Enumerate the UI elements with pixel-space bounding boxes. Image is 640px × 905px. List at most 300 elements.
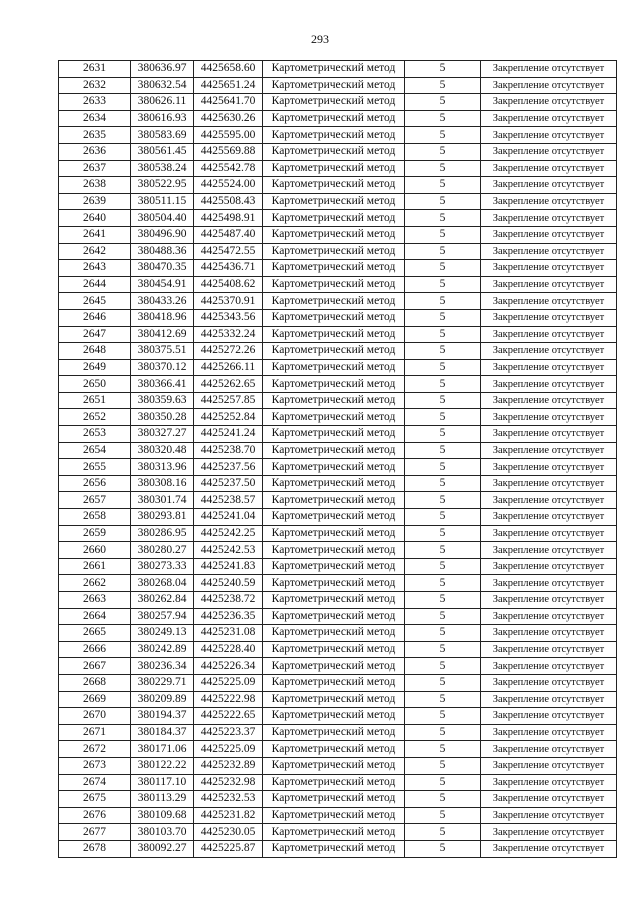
x-coordinate-cell: 380113.29: [131, 791, 194, 808]
accuracy-cell: 5: [405, 840, 481, 857]
fixation-cell: Закрепление отсутствует: [481, 309, 617, 326]
method-cell: Картометрический метод: [263, 691, 405, 708]
table-row: [59, 575, 617, 592]
point-number-cell: 2673: [59, 757, 131, 774]
fixation-cell: Закрепление отсутствует: [481, 110, 617, 127]
accuracy-cell: 5: [405, 525, 481, 542]
y-coordinate-cell: 4425569.88: [194, 143, 263, 160]
point-number-cell: 2653: [59, 426, 131, 443]
fixation-cell: Закрепление отсутствует: [481, 741, 617, 758]
accuracy-cell: 5: [405, 691, 481, 708]
y-coordinate-cell: 4425238.70: [194, 442, 263, 459]
point-number-cell: 2650: [59, 376, 131, 393]
table-row: [59, 492, 617, 509]
table-row: [59, 343, 617, 360]
method-cell: Картометрический метод: [263, 708, 405, 725]
fixation-cell: Закрепление отсутствует: [481, 409, 617, 426]
accuracy-cell: 5: [405, 658, 481, 675]
point-number-cell: 2668: [59, 674, 131, 691]
y-coordinate-cell: 4425240.59: [194, 575, 263, 592]
y-coordinate-cell: 4425231.08: [194, 625, 263, 642]
accuracy-cell: 5: [405, 110, 481, 127]
point-number-cell: 2649: [59, 359, 131, 376]
fixation-cell: Закрепление отсутствует: [481, 807, 617, 824]
method-cell: Картометрический метод: [263, 426, 405, 443]
accuracy-cell: 5: [405, 625, 481, 642]
x-coordinate-cell: 380626.11: [131, 94, 194, 111]
y-coordinate-cell: 4425595.00: [194, 127, 263, 144]
table-row: [59, 160, 617, 177]
method-cell: Картометрический метод: [263, 608, 405, 625]
table-row: [59, 558, 617, 575]
table-row: [59, 641, 617, 658]
fixation-cell: Закрепление отсутствует: [481, 326, 617, 343]
method-cell: Картометрический метод: [263, 575, 405, 592]
fixation-cell: Закрепление отсутствует: [481, 426, 617, 443]
y-coordinate-cell: 4425641.70: [194, 94, 263, 111]
table-row: [59, 177, 617, 194]
x-coordinate-cell: 380496.90: [131, 226, 194, 243]
x-coordinate-cell: 380286.95: [131, 525, 194, 542]
point-number-cell: 2648: [59, 343, 131, 360]
method-cell: Картометрический метод: [263, 110, 405, 127]
point-number-cell: 2663: [59, 592, 131, 609]
method-cell: Картометрический метод: [263, 492, 405, 509]
method-cell: Картометрический метод: [263, 459, 405, 476]
accuracy-cell: 5: [405, 309, 481, 326]
point-number-cell: 2669: [59, 691, 131, 708]
x-coordinate-cell: 380109.68: [131, 807, 194, 824]
y-coordinate-cell: 4425232.98: [194, 774, 263, 791]
table-row: [59, 791, 617, 808]
x-coordinate-cell: 380470.35: [131, 260, 194, 277]
y-coordinate-cell: 4425262.65: [194, 376, 263, 393]
accuracy-cell: 5: [405, 807, 481, 824]
point-number-cell: 2662: [59, 575, 131, 592]
table-row: [59, 509, 617, 526]
table-row: [59, 293, 617, 310]
method-cell: Картометрический метод: [263, 343, 405, 360]
point-number-cell: 2672: [59, 741, 131, 758]
x-coordinate-cell: 380171.06: [131, 741, 194, 758]
accuracy-cell: 5: [405, 243, 481, 260]
accuracy-cell: 5: [405, 558, 481, 575]
table-row: [59, 542, 617, 559]
table-row: [59, 309, 617, 326]
method-cell: Картометрический метод: [263, 326, 405, 343]
method-cell: Картометрический метод: [263, 226, 405, 243]
table-row: [59, 210, 617, 227]
point-number-cell: 2638: [59, 177, 131, 194]
method-cell: Картометрический метод: [263, 309, 405, 326]
y-coordinate-cell: 4425236.35: [194, 608, 263, 625]
method-cell: Картометрический метод: [263, 94, 405, 111]
point-number-cell: 2667: [59, 658, 131, 675]
y-coordinate-cell: 4425241.24: [194, 426, 263, 443]
table-row: [59, 260, 617, 277]
y-coordinate-cell: 4425232.53: [194, 791, 263, 808]
x-coordinate-cell: 380313.96: [131, 459, 194, 476]
accuracy-cell: 5: [405, 326, 481, 343]
x-coordinate-cell: 380350.28: [131, 409, 194, 426]
accuracy-cell: 5: [405, 542, 481, 559]
point-number-cell: 2646: [59, 309, 131, 326]
fixation-cell: Закрепление отсутствует: [481, 143, 617, 160]
method-cell: Картометрический метод: [263, 392, 405, 409]
table-row: [59, 807, 617, 824]
y-coordinate-cell: 4425242.53: [194, 542, 263, 559]
fixation-cell: Закрепление отсутствует: [481, 724, 617, 741]
fixation-cell: Закрепление отсутствует: [481, 608, 617, 625]
y-coordinate-cell: 4425228.40: [194, 641, 263, 658]
table-row: [59, 608, 617, 625]
point-number-cell: 2661: [59, 558, 131, 575]
table-row: [59, 824, 617, 841]
accuracy-cell: 5: [405, 392, 481, 409]
table-row: [59, 276, 617, 293]
y-coordinate-cell: 4425257.85: [194, 392, 263, 409]
fixation-cell: Закрепление отсутствует: [481, 840, 617, 857]
accuracy-cell: 5: [405, 757, 481, 774]
y-coordinate-cell: 4425436.71: [194, 260, 263, 277]
point-number-cell: 2656: [59, 475, 131, 492]
point-number-cell: 2631: [59, 61, 131, 78]
table-row: [59, 724, 617, 741]
point-number-cell: 2634: [59, 110, 131, 127]
fixation-cell: Закрепление отсутствует: [481, 343, 617, 360]
x-coordinate-cell: 380359.63: [131, 392, 194, 409]
accuracy-cell: 5: [405, 774, 481, 791]
accuracy-cell: 5: [405, 741, 481, 758]
accuracy-cell: 5: [405, 143, 481, 160]
y-coordinate-cell: 4425651.24: [194, 77, 263, 94]
accuracy-cell: 5: [405, 127, 481, 144]
method-cell: Картометрический метод: [263, 774, 405, 791]
fixation-cell: Закрепление отсутствует: [481, 492, 617, 509]
table-row: [59, 757, 617, 774]
fixation-cell: Закрепление отсутствует: [481, 542, 617, 559]
table-row: [59, 110, 617, 127]
table-row: [59, 459, 617, 476]
x-coordinate-cell: 380366.41: [131, 376, 194, 393]
y-coordinate-cell: 4425223.37: [194, 724, 263, 741]
fixation-cell: Закрепление отсутствует: [481, 226, 617, 243]
point-number-cell: 2655: [59, 459, 131, 476]
x-coordinate-cell: 380488.36: [131, 243, 194, 260]
fixation-cell: Закрепление отсутствует: [481, 641, 617, 658]
accuracy-cell: 5: [405, 592, 481, 609]
accuracy-cell: 5: [405, 193, 481, 210]
accuracy-cell: 5: [405, 343, 481, 360]
fixation-cell: Закрепление отсутствует: [481, 94, 617, 111]
x-coordinate-cell: 380268.04: [131, 575, 194, 592]
table-row: [59, 525, 617, 542]
y-coordinate-cell: 4425237.50: [194, 475, 263, 492]
accuracy-cell: 5: [405, 276, 481, 293]
x-coordinate-cell: 380616.93: [131, 110, 194, 127]
table-row: [59, 674, 617, 691]
point-number-cell: 2633: [59, 94, 131, 111]
point-number-cell: 2643: [59, 260, 131, 277]
table-row: [59, 94, 617, 111]
y-coordinate-cell: 4425370.91: [194, 293, 263, 310]
y-coordinate-cell: 4425222.98: [194, 691, 263, 708]
accuracy-cell: 5: [405, 160, 481, 177]
table-row: [59, 392, 617, 409]
table-row: [59, 774, 617, 791]
x-coordinate-cell: 380229.71: [131, 674, 194, 691]
fixation-cell: Закрепление отсутствует: [481, 658, 617, 675]
y-coordinate-cell: 4425658.60: [194, 61, 263, 78]
point-number-cell: 2640: [59, 210, 131, 227]
accuracy-cell: 5: [405, 791, 481, 808]
accuracy-cell: 5: [405, 475, 481, 492]
method-cell: Картометрический метод: [263, 757, 405, 774]
fixation-cell: Закрепление отсутствует: [481, 691, 617, 708]
x-coordinate-cell: 380522.95: [131, 177, 194, 194]
point-number-cell: 2654: [59, 442, 131, 459]
y-coordinate-cell: 4425242.25: [194, 525, 263, 542]
fixation-cell: Закрепление отсутствует: [481, 160, 617, 177]
point-number-cell: 2635: [59, 127, 131, 144]
method-cell: Картометрический метод: [263, 127, 405, 144]
x-coordinate-cell: 380122.22: [131, 757, 194, 774]
page-number: 293: [311, 32, 329, 46]
method-cell: Картометрический метод: [263, 840, 405, 857]
y-coordinate-cell: 4425343.56: [194, 309, 263, 326]
x-coordinate-cell: 380194.37: [131, 708, 194, 725]
x-coordinate-cell: 380504.40: [131, 210, 194, 227]
table-row: [59, 741, 617, 758]
x-coordinate-cell: 380103.70: [131, 824, 194, 841]
method-cell: Картометрический метод: [263, 293, 405, 310]
point-number-cell: 2644: [59, 276, 131, 293]
fixation-cell: Закрепление отсутствует: [481, 625, 617, 642]
fixation-cell: Закрепление отсутствует: [481, 824, 617, 841]
x-coordinate-cell: 380293.81: [131, 509, 194, 526]
method-cell: Картометрический метод: [263, 475, 405, 492]
fixation-cell: Закрепление отсутствует: [481, 791, 617, 808]
point-number-cell: 2642: [59, 243, 131, 260]
x-coordinate-cell: 380370.12: [131, 359, 194, 376]
method-cell: Картометрический метод: [263, 77, 405, 94]
table-row: [59, 442, 617, 459]
method-cell: Картометрический метод: [263, 509, 405, 526]
method-cell: Картометрический метод: [263, 276, 405, 293]
x-coordinate-cell: 380418.96: [131, 309, 194, 326]
point-number-cell: 2658: [59, 509, 131, 526]
y-coordinate-cell: 4425241.83: [194, 558, 263, 575]
fixation-cell: Закрепление отсутствует: [481, 392, 617, 409]
fixation-cell: Закрепление отсутствует: [481, 193, 617, 210]
x-coordinate-cell: 380262.84: [131, 592, 194, 609]
accuracy-cell: 5: [405, 226, 481, 243]
x-coordinate-cell: 380280.27: [131, 542, 194, 559]
y-coordinate-cell: 4425266.11: [194, 359, 263, 376]
x-coordinate-cell: 380273.33: [131, 558, 194, 575]
x-coordinate-cell: 380327.27: [131, 426, 194, 443]
x-coordinate-cell: 380301.74: [131, 492, 194, 509]
table-row: [59, 326, 617, 343]
y-coordinate-cell: 4425237.56: [194, 459, 263, 476]
x-coordinate-cell: 380092.27: [131, 840, 194, 857]
method-cell: Картометрический метод: [263, 260, 405, 277]
method-cell: Картометрический метод: [263, 243, 405, 260]
table-row: [59, 426, 617, 443]
fixation-cell: Закрепление отсутствует: [481, 525, 617, 542]
point-number-cell: 2665: [59, 625, 131, 642]
method-cell: Картометрический метод: [263, 724, 405, 741]
x-coordinate-cell: 380583.69: [131, 127, 194, 144]
accuracy-cell: 5: [405, 177, 481, 194]
x-coordinate-cell: 380433.26: [131, 293, 194, 310]
fixation-cell: Закрепление отсутствует: [481, 442, 617, 459]
x-coordinate-cell: 380117.10: [131, 774, 194, 791]
method-cell: Картометрический метод: [263, 542, 405, 559]
x-coordinate-cell: 380538.24: [131, 160, 194, 177]
point-number-cell: 2666: [59, 641, 131, 658]
accuracy-cell: 5: [405, 77, 481, 94]
point-number-cell: 2670: [59, 708, 131, 725]
accuracy-cell: 5: [405, 426, 481, 443]
y-coordinate-cell: 4425508.43: [194, 193, 263, 210]
table-row: [59, 61, 617, 78]
x-coordinate-cell: 380242.89: [131, 641, 194, 658]
fixation-cell: Закрепление отсутствует: [481, 127, 617, 144]
method-cell: Картометрический метод: [263, 376, 405, 393]
y-coordinate-cell: 4425542.78: [194, 160, 263, 177]
fixation-cell: Закрепление отсутствует: [481, 61, 617, 78]
point-number-cell: 2677: [59, 824, 131, 841]
point-number-cell: 2636: [59, 143, 131, 160]
fixation-cell: Закрепление отсутствует: [481, 177, 617, 194]
fixation-cell: Закрепление отсутствует: [481, 459, 617, 476]
method-cell: Картометрический метод: [263, 61, 405, 78]
y-coordinate-cell: 4425272.26: [194, 343, 263, 360]
method-cell: Картометрический метод: [263, 210, 405, 227]
y-coordinate-cell: 4425238.57: [194, 492, 263, 509]
accuracy-cell: 5: [405, 442, 481, 459]
fixation-cell: Закрепление отсутствует: [481, 475, 617, 492]
fixation-cell: Закрепление отсутствует: [481, 293, 617, 310]
method-cell: Картометрический метод: [263, 674, 405, 691]
method-cell: Картометрический метод: [263, 791, 405, 808]
method-cell: Картометрический метод: [263, 442, 405, 459]
method-cell: Картометрический метод: [263, 741, 405, 758]
table-row: [59, 708, 617, 725]
y-coordinate-cell: 4425332.24: [194, 326, 263, 343]
point-number-cell: 2664: [59, 608, 131, 625]
y-coordinate-cell: 4425408.62: [194, 276, 263, 293]
accuracy-cell: 5: [405, 492, 481, 509]
accuracy-cell: 5: [405, 359, 481, 376]
fixation-cell: Закрепление отсутствует: [481, 757, 617, 774]
accuracy-cell: 5: [405, 293, 481, 310]
x-coordinate-cell: 380412.69: [131, 326, 194, 343]
point-number-cell: 2657: [59, 492, 131, 509]
point-number-cell: 2637: [59, 160, 131, 177]
table-row: [59, 840, 617, 857]
point-number-cell: 2675: [59, 791, 131, 808]
fixation-cell: Закрепление отсутствует: [481, 509, 617, 526]
x-coordinate-cell: 380375.51: [131, 343, 194, 360]
point-number-cell: 2659: [59, 525, 131, 542]
accuracy-cell: 5: [405, 61, 481, 78]
table-row: [59, 143, 617, 160]
table-row: [59, 127, 617, 144]
accuracy-cell: 5: [405, 608, 481, 625]
fixation-cell: Закрепление отсутствует: [481, 708, 617, 725]
method-cell: Картометрический метод: [263, 658, 405, 675]
point-number-cell: 2639: [59, 193, 131, 210]
method-cell: Картометрический метод: [263, 359, 405, 376]
y-coordinate-cell: 4425225.87: [194, 840, 263, 857]
point-number-cell: 2632: [59, 77, 131, 94]
method-cell: Картометрический метод: [263, 625, 405, 642]
x-coordinate-cell: 380632.54: [131, 77, 194, 94]
y-coordinate-cell: 4425225.09: [194, 741, 263, 758]
table-row: [59, 625, 617, 642]
y-coordinate-cell: 4425241.04: [194, 509, 263, 526]
fixation-cell: Закрепление отсутствует: [481, 210, 617, 227]
table-row: [59, 691, 617, 708]
y-coordinate-cell: 4425238.72: [194, 592, 263, 609]
method-cell: Картометрический метод: [263, 824, 405, 841]
table-row: [59, 376, 617, 393]
point-number-cell: 2678: [59, 840, 131, 857]
fixation-cell: Закрепление отсутствует: [481, 243, 617, 260]
x-coordinate-cell: 380454.91: [131, 276, 194, 293]
table-row: [59, 193, 617, 210]
x-coordinate-cell: 380561.45: [131, 143, 194, 160]
accuracy-cell: 5: [405, 94, 481, 111]
x-coordinate-cell: 380209.89: [131, 691, 194, 708]
method-cell: Картометрический метод: [263, 592, 405, 609]
accuracy-cell: 5: [405, 575, 481, 592]
point-number-cell: 2652: [59, 409, 131, 426]
method-cell: Картометрический метод: [263, 807, 405, 824]
table-row: [59, 409, 617, 426]
x-coordinate-cell: 380308.16: [131, 475, 194, 492]
table-row: [59, 475, 617, 492]
point-number-cell: 2674: [59, 774, 131, 791]
fixation-cell: Закрепление отсутствует: [481, 260, 617, 277]
method-cell: Картометрический метод: [263, 409, 405, 426]
table-row: [59, 243, 617, 260]
x-coordinate-cell: 380184.37: [131, 724, 194, 741]
method-cell: Картометрический метод: [263, 558, 405, 575]
x-coordinate-cell: 380249.13: [131, 625, 194, 642]
y-coordinate-cell: 4425252.84: [194, 409, 263, 426]
point-number-cell: 2647: [59, 326, 131, 343]
method-cell: Картометрический метод: [263, 193, 405, 210]
x-coordinate-cell: 380257.94: [131, 608, 194, 625]
fixation-cell: Закрепление отсутствует: [481, 774, 617, 791]
y-coordinate-cell: 4425472.55: [194, 243, 263, 260]
accuracy-cell: 5: [405, 824, 481, 841]
x-coordinate-cell: 380511.15: [131, 193, 194, 210]
fixation-cell: Закрепление отсутствует: [481, 359, 617, 376]
y-coordinate-cell: 4425226.34: [194, 658, 263, 675]
table-row: [59, 592, 617, 609]
y-coordinate-cell: 4425231.82: [194, 807, 263, 824]
accuracy-cell: 5: [405, 509, 481, 526]
table-row: [59, 359, 617, 376]
table-body: [59, 61, 617, 858]
y-coordinate-cell: 4425630.26: [194, 110, 263, 127]
y-coordinate-cell: 4425230.05: [194, 824, 263, 841]
method-cell: Картометрический метод: [263, 143, 405, 160]
